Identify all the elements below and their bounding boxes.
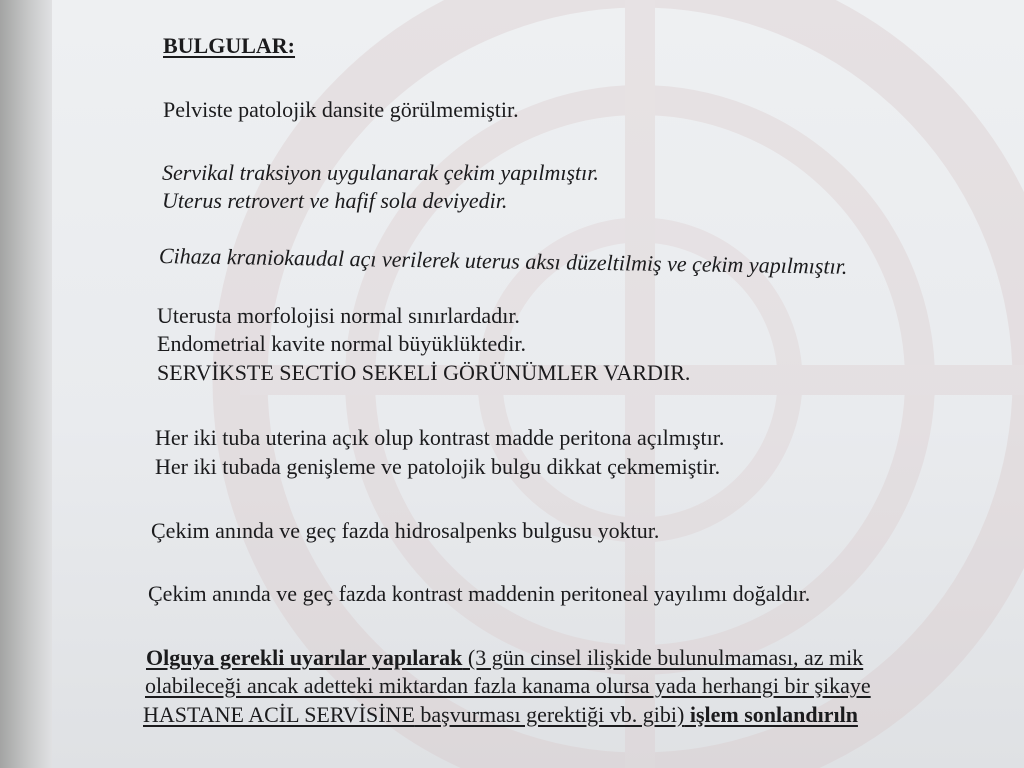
cervix-sectio-line: SERVİKSTE SECTİO SEKELİ GÖRÜNÜMLER VARDIR. [157,360,691,385]
emergency-service-text: HASTANE ACİL SERVİSİNE [143,702,415,727]
uterus-morphology-line: Uterusta morfolojisi normal sınırlardadır. [157,303,520,328]
warnings-line-1-rest: (3 gün cinsel ilişkide bulunulmaması, az mik [462,645,864,670]
peritoneal-spread-line: Çekim anında ve geç fazda kontrast maddenin peritoneal yayılımı doğaldır. [148,581,811,606]
procedure-ended-text: işlem sonlandırıln [684,702,858,727]
warnings-lead: Olguya gerekli uyarılar yapılarak [146,645,463,670]
tuba-open-line: Her iki tuba uterina açık olup kontrast madde peritona açılmıştır. [155,425,725,450]
tuba-dilation-line: Her iki tubada genişleme ve patolojik bulgu dikkat çekmemiştir. [155,454,721,479]
craniocaudal-angle-line: Cihaza kraniokaudal açı verilerek uterus aksı düzeltilmiş ve çekim yapılmıştır. [158,243,848,279]
findings-heading: BULGULAR: [163,33,296,58]
pelvis-finding: Pelviste patolojik dansite görülmemiştir. [163,97,519,122]
cervical-traction-line: Servikal traksiyon uygulanarak çekim yapılmıştır. [162,160,599,185]
endometrial-cavity-line: Endometrial kavite normal büyüklüktedir. [157,331,527,356]
warnings-line-3 [143,702,858,728]
warnings-line-2: olabileceği ancak adetteki miktardan fazla kanama olursa yada herhangi bir şikaye [145,673,871,698]
apply-text: başvurması gerektiği vb. gibi) [414,702,685,727]
hydrosalpinx-line: Çekim anında ve geç fazda hidrosalpenks bulgusu yoktur. [151,518,660,543]
uterus-position-line: Uterus retrovert ve hafif sola deviyedir. [162,188,508,213]
warnings-line-1 [146,645,863,671]
